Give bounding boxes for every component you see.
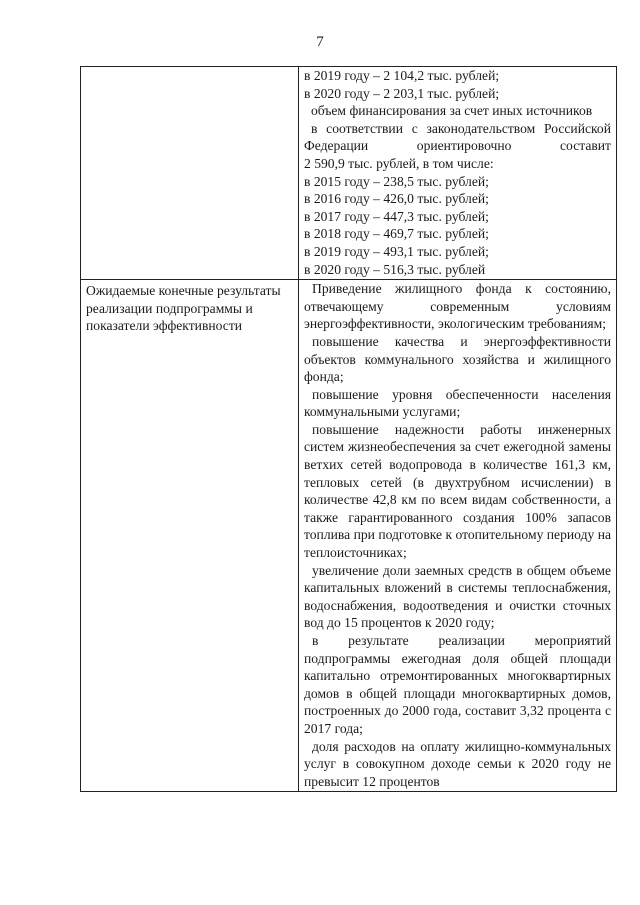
row1-value-cell bbox=[299, 67, 617, 280]
financing-lines bbox=[304, 67, 611, 278]
result-paragraph: повышение качества и энергоэффективности объектов коммунального хозяйства и жилищного фонда; bbox=[304, 333, 611, 385]
result-paragraph: повышение уровня обеспеченности населения коммунальными услугами; bbox=[304, 386, 611, 420]
result-paragraph: доля расходов на оплату жилищно-коммунальных услуг в совокупном доходе семьи к 2020 году не превысит 12 процентов bbox=[304, 738, 611, 789]
financing-line: в 2018 году – 469,7 тыс. рублей; bbox=[304, 226, 489, 242]
table-row-financing bbox=[81, 67, 617, 280]
row1-label-cell bbox=[81, 67, 299, 280]
financing-line: в 2020 году – 516,3 тыс. рублей bbox=[304, 261, 486, 277]
row2-label: Ожидаемые конечные результаты реализации подпрограммы и показатели эффективности bbox=[86, 283, 281, 334]
financing-line: в 2020 году – 2 203,1 тыс. рублей; bbox=[304, 85, 500, 101]
result-paragraph: повышение надежности работы инженерных систем жизнеобеспечения за счет ежегодной замены ветхих сетей водопровода в количестве 161,3 км, тепловых сетей (в двухтрубном исчислении) в количестве 42,8 км по всем видам собственности, а также гарантированного создания 100% запасов топлива при подготовке к отопительному периоду на теплоисточниках; bbox=[304, 421, 611, 561]
result-paragraph: увеличение доли заемных средств в общем объеме капитальных вложений в системы теплоснабжения, водоснабжения, водоотведения и очистки сточных вод до 15 процентов к 2020 году; bbox=[304, 562, 611, 631]
financing-line: в 2019 году – 493,1 тыс. рублей; bbox=[304, 243, 489, 259]
financing-line: в 2015 году – 238,5 тыс. рублей; bbox=[304, 173, 489, 189]
financing-line: объем финансирования за счет иных источников bbox=[311, 103, 593, 119]
results-paragraphs bbox=[304, 280, 611, 790]
table-row-results bbox=[81, 280, 617, 792]
passport-table bbox=[80, 66, 617, 792]
financing-line: в 2016 году – 426,0 тыс. рублей; bbox=[304, 191, 489, 207]
financing-line: 2 590,9 тыс. рублей, в том числе: bbox=[304, 155, 494, 171]
page-number: 7 bbox=[316, 34, 324, 50]
row2-label-cell bbox=[81, 280, 299, 792]
result-paragraph: в результате реализации мероприятий подпрограммы ежегодная доля общей площади капитально отремонтированных многоквартирных домов в общей площади многоквартирных домов, построенных до 2000 года, составит 3,32 процента с 2017 года; bbox=[304, 633, 611, 736]
financing-line: Федерации ориентировочно составит bbox=[304, 138, 611, 154]
financing-line: в 2019 году – 2 104,2 тыс. рублей; bbox=[304, 68, 500, 83]
financing-line: в 2017 году – 447,3 тыс. рублей; bbox=[304, 208, 489, 224]
row2-value-cell bbox=[299, 280, 617, 792]
financing-line: в соответствии с законодательством Российской bbox=[311, 120, 611, 136]
result-paragraph: Приведение жилищного фонда к состоянию, отвечающему современным условиям энергоэффективности, экологическим требованиям; bbox=[304, 281, 611, 332]
